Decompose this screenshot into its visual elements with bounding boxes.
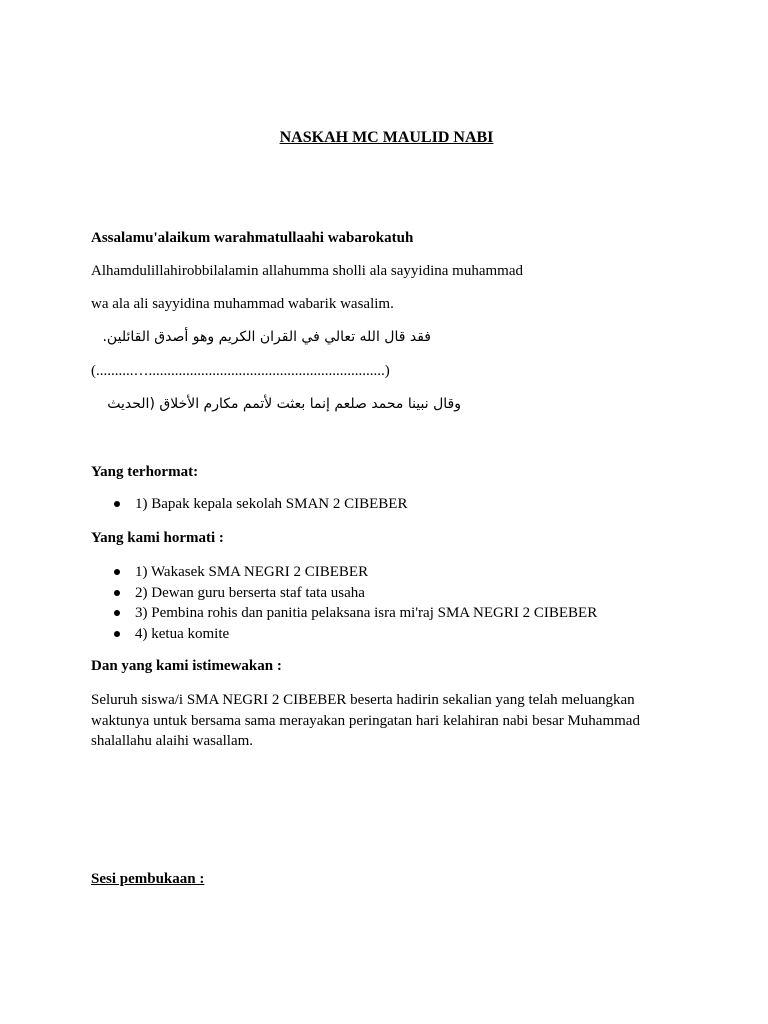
list-item: 4) ketua komite: [91, 624, 597, 645]
pembukaan-heading: Sesi pembukaan :: [91, 871, 205, 887]
hormati-heading: Yang kami hormati :: [91, 530, 224, 546]
greeting-line: Assalamu'alaikum warahmatullaahi wabarokatuh: [91, 230, 414, 246]
list-item: 2) Dewan guru berserta staf tata usaha: [91, 583, 597, 604]
opening-line-2: wa ala ali sayyidina muhammad wabarik wasalim.: [91, 296, 394, 312]
hormati-list: [91, 562, 597, 644]
list-item: 1) Bapak kepala sekolah SMAN 2 CIBEBER: [91, 494, 407, 515]
arabic-quran-line: فقد قال الله تعالي في القران الكريم وهو أصدق القائلين.: [102, 329, 431, 345]
placeholder-line: (..........…...............................................................): [91, 363, 390, 379]
list-item: 1) Wakasek SMA NEGRI 2 CIBEBER: [91, 562, 597, 583]
istimewakan-heading: Dan yang kami istimewakan :: [91, 658, 282, 674]
terhormat-list: [91, 494, 407, 515]
list-item: 3) Pembina rohis dan panitia pelaksana isra mi'raj SMA NEGRI 2 CIBEBER: [91, 603, 597, 624]
document-title: NASKAH MC MAULID NABI: [279, 129, 494, 146]
opening-line-1: Alhamdulillahirobbilalamin allahumma sholli ala sayyidina muhammad: [91, 263, 523, 279]
istimewakan-paragraph: Seluruh siswa/i SMA NEGRI 2 CIBEBER beserta hadirin sekalian yang telah meluangkan waktunya untuk bersama sama merayakan peringatan hari kelahiran nabi besar Muhammad shalallahu alaihi wasallam.: [91, 692, 640, 749]
terhormat-heading: Yang terhormat:: [91, 464, 199, 480]
arabic-hadith-line: وقال نبينا محمد صلعم إنما بعثت لأتمم مكارم الأخلاق (الحديث: [107, 396, 461, 412]
